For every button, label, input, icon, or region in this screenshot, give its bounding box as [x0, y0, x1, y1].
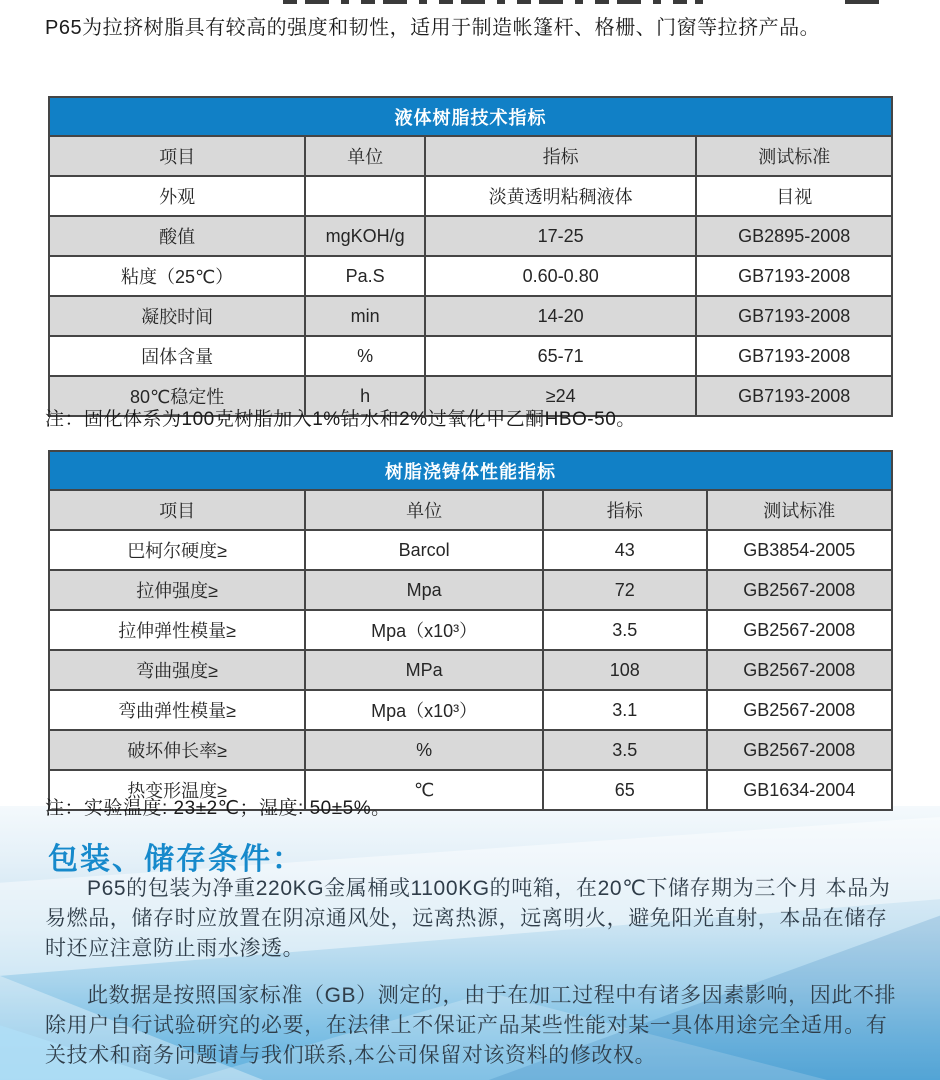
- table-row: [49, 570, 892, 610]
- storage-paragraph-1: P65的包装为净重220KG金属桶或1100KG的吨箱，在20℃下储存期为三个月 本品为易燃品，储存时应放置在阴凉通风处，远离热源，远离明火，避免阳光直射，本品在储存时还应注意防止雨水渗透。: [45, 877, 891, 960]
- table-cell: 3.1: [543, 690, 707, 730]
- table2-note: 注：实验温度: 23±2℃；湿度: 50±5%。: [45, 798, 391, 819]
- table-cell: GB7193-2008: [696, 256, 892, 296]
- column-header: 项目: [49, 136, 305, 176]
- table-title-row: [49, 97, 892, 136]
- table-cell: GB7193-2008: [696, 376, 892, 416]
- table-cell: 巴柯尔硬度≥: [49, 530, 305, 570]
- table-row: [49, 336, 892, 376]
- cropped-text-remnant: [845, 0, 879, 4]
- casting-performance-table: [48, 450, 893, 811]
- storage-section-body: [45, 874, 897, 1080]
- liquid-resin-spec-table: [48, 96, 893, 417]
- table-cell: GB2567-2008: [707, 570, 892, 610]
- table-row: [49, 530, 892, 570]
- table-cell: mgKOH/g: [305, 216, 425, 256]
- table-cell: 热变形温度≥: [49, 770, 305, 810]
- table-title: 液体树脂技术指标: [49, 97, 892, 136]
- table-cell: GB2895-2008: [696, 216, 892, 256]
- column-header: 测试标准: [696, 136, 892, 176]
- table-row: [49, 216, 892, 256]
- cropped-text-remnant: [283, 0, 703, 4]
- table1-note: 注：固化体系为100克树脂加入1%钴水和2%过氧化甲乙酮HBO-50。: [45, 409, 636, 430]
- table-cell: GB2567-2008: [707, 610, 892, 650]
- table-cell: 43: [543, 530, 707, 570]
- table-row: [49, 690, 892, 730]
- table-cell: 14-20: [425, 296, 696, 336]
- column-header: 单位: [305, 136, 425, 176]
- table-cell: 外观: [49, 176, 305, 216]
- table-cell: 0.60-0.80: [425, 256, 696, 296]
- table-cell: 弯曲强度≥: [49, 650, 305, 690]
- table-cell: min: [305, 296, 425, 336]
- table-cell: GB2567-2008: [707, 730, 892, 770]
- table-cell: 17-25: [425, 216, 696, 256]
- table-cell: 淡黄透明粘稠液体: [425, 176, 696, 216]
- table-row: [49, 296, 892, 336]
- table-row: [49, 176, 892, 216]
- table-cell: %: [305, 730, 543, 770]
- table-header-row: [49, 136, 892, 176]
- column-header: 测试标准: [707, 490, 892, 530]
- column-header: 单位: [305, 490, 543, 530]
- table-header-row: [49, 490, 892, 530]
- table-row: [49, 650, 892, 690]
- table-cell: 弯曲弹性模量≥: [49, 690, 305, 730]
- table-cell: [305, 176, 425, 216]
- table-cell: MPa: [305, 650, 543, 690]
- intro-text: P65为拉挤树脂具有较高的强度和韧性，适用于制造帐篷杆、格栅、门窗等拉挤产品。: [45, 17, 821, 39]
- table-cell: 固体含量: [49, 336, 305, 376]
- table-cell: Mpa: [305, 570, 543, 610]
- table-cell: GB2567-2008: [707, 650, 892, 690]
- table-cell: 凝胶时间: [49, 296, 305, 336]
- column-header: 项目: [49, 490, 305, 530]
- table-row: [49, 610, 892, 650]
- table-cell: Barcol: [305, 530, 543, 570]
- table-cell: ≥24: [425, 376, 696, 416]
- column-header: 指标: [425, 136, 696, 176]
- table-title-row: [49, 451, 892, 490]
- table-cell: GB3854-2005: [707, 530, 892, 570]
- table-cell: 目视: [696, 176, 892, 216]
- column-header: 指标: [543, 490, 707, 530]
- storage-section-heading: 包装、储存条件：: [48, 843, 304, 876]
- table-cell: GB2567-2008: [707, 690, 892, 730]
- table-cell: 拉伸强度≥: [49, 570, 305, 610]
- table-cell: 酸值: [49, 216, 305, 256]
- table-cell: 65: [543, 770, 707, 810]
- table-cell: %: [305, 336, 425, 376]
- table-cell: GB7193-2008: [696, 336, 892, 376]
- storage-paragraph-2: 此数据是按照国家标准（GB）测定的，由于在加工过程中有诸多因素影响，因此不排除用户自行试验研究的必要，在法律上不保证产品某些性能对某一具体用途完全适用。有关技术和商务问题请与我们联系,本公司保留对该资料的修改权。: [45, 984, 897, 1067]
- table-cell: GB1634-2004: [707, 770, 892, 810]
- table-cell: 108: [543, 650, 707, 690]
- table-cell: GB7193-2008: [696, 296, 892, 336]
- table-cell: Mpa（x10³）: [305, 610, 543, 650]
- table-cell: ℃: [305, 770, 543, 810]
- table-cell: 3.5: [543, 610, 707, 650]
- table-cell: 72: [543, 570, 707, 610]
- table-cell: 65-71: [425, 336, 696, 376]
- table-title: 树脂浇铸体性能指标: [49, 451, 892, 490]
- table-row: [49, 730, 892, 770]
- table-cell: h: [305, 376, 425, 416]
- table-cell: Mpa（x10³）: [305, 690, 543, 730]
- table-cell: 破坏伸长率≥: [49, 730, 305, 770]
- table-cell: 80℃稳定性: [49, 376, 305, 416]
- table-cell: 粘度（25℃）: [49, 256, 305, 296]
- table-cell: 拉伸弹性模量≥: [49, 610, 305, 650]
- table-row: [49, 256, 892, 296]
- table-cell: 3.5: [543, 730, 707, 770]
- table-cell: Pa.S: [305, 256, 425, 296]
